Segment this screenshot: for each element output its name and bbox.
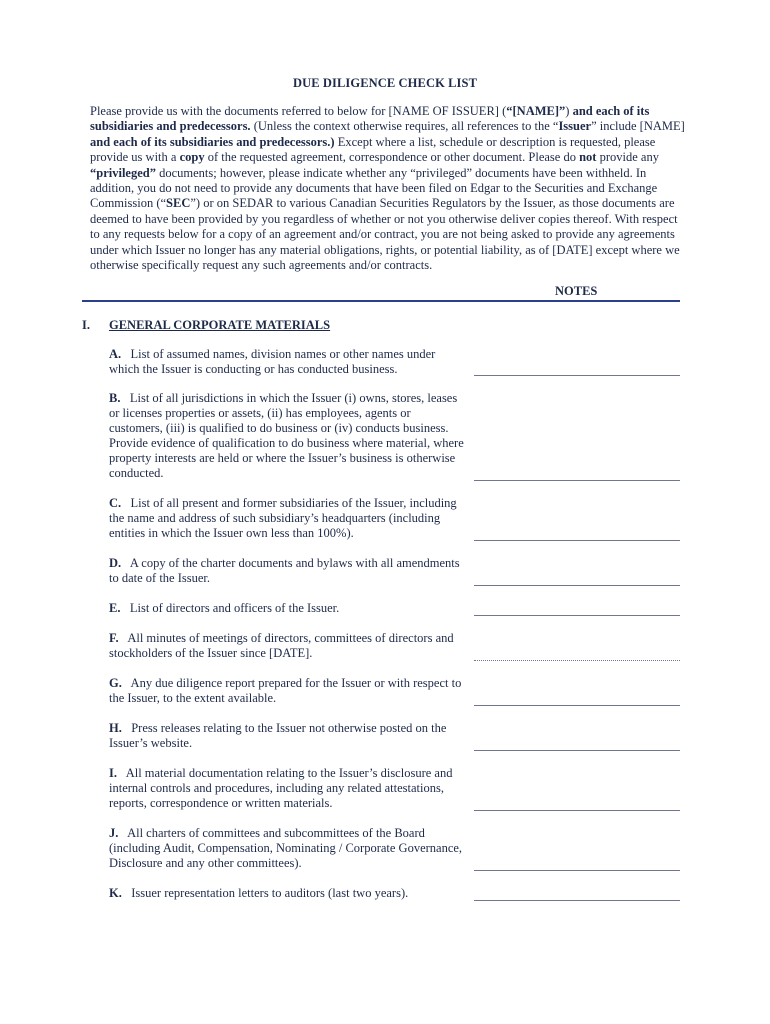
intro-emphasis: not: [579, 150, 597, 165]
document-title: DUE DILIGENCE CHECK LIST: [292, 76, 478, 90]
intro-paragraph: [90, 104, 690, 273]
item-text: List of directors and officers of the Issuer.: [129, 601, 340, 615]
notes-line[interactable]: [474, 615, 680, 616]
item-text: List of all jurisdictions in which the Issuer (i) owns, stores, leases or licenses properties or assets, (ii) has employees, agents or customers, (iii) is qualified to do business or (iv) conducts business. Provide evidence of qualification to do business where material, where property interests are held or where the Issuer’s business is otherwise conducted.: [109, 391, 464, 480]
item-text: A copy of the charter documents and bylaws with all amendments to date of the Issuer.: [109, 556, 460, 585]
intro-text: (Unless the context otherwise requires, all references to the “: [250, 119, 559, 134]
item-letter: H.: [109, 721, 122, 735]
item-text: List of all present and former subsidiaries of the Issuer, including the name and address of such subsidiary’s headquarters (including entities in which the Issuer own less than 100%).: [109, 496, 457, 540]
intro-text: of the requested agreement, correspondence or other document. Please do: [204, 150, 580, 165]
section-number: I.: [82, 318, 90, 332]
checklist-item-h: [109, 721, 465, 751]
notes-line[interactable]: [474, 810, 680, 811]
notes-line[interactable]: [474, 705, 680, 706]
checklist-item-d: [109, 556, 465, 586]
notes-line[interactable]: [474, 540, 680, 541]
intro-text: provide any: [596, 150, 659, 165]
item-text: Issuer representation letters to auditors (last two years).: [131, 886, 409, 900]
checklist-item-j: [109, 826, 465, 871]
notes-line[interactable]: [474, 900, 680, 901]
checklist-item-k: [109, 886, 465, 901]
item-letter: A.: [109, 347, 122, 361]
item-letter: F.: [109, 631, 119, 645]
item-text: Any due diligence report prepared for the Issuer or with respect to the Issuer, to the extent available.: [109, 676, 462, 705]
intro-emphasis: and each of its subsidiaries and predecessors.): [90, 134, 335, 149]
item-letter: B.: [109, 391, 121, 405]
notes-line[interactable]: [474, 870, 680, 871]
checklist-item-a: [109, 347, 465, 377]
checklist-item-i: [109, 766, 465, 811]
item-letter: G.: [109, 676, 122, 690]
section-title: GENERAL CORPORATE MATERIALS: [109, 318, 331, 332]
intro-emphasis: “[NAME]”: [506, 104, 566, 118]
item-letter: C.: [109, 496, 122, 510]
item-letter: D.: [109, 556, 122, 570]
item-text: All material documentation relating to the Issuer’s disclosure and internal controls and procedures, including any related attestations, reports, correspondence or written materials.: [109, 766, 453, 810]
intro-text: documents; however, please indicate whether any “privileged” documents have been withheld. In addition, you do not need to provide any documents that have been filed on Edgar to the Securities and Exchange Commission (“: [90, 165, 658, 211]
intro-emphasis: “privileged”: [90, 165, 156, 180]
intro-text: ): [565, 104, 573, 118]
notes-line[interactable]: [474, 750, 680, 751]
intro-text: ” include [NAME]: [591, 119, 685, 134]
checklist-item-g: [109, 676, 465, 706]
checklist-item-b: [109, 391, 465, 481]
item-letter: J.: [109, 826, 119, 840]
item-letter: I.: [109, 766, 117, 780]
notes-line[interactable]: [474, 660, 680, 661]
item-text: List of assumed names, division names or other names under which the Issuer is conducting or has conducted business.: [109, 347, 436, 376]
checklist-item-f: [109, 631, 465, 661]
notes-line[interactable]: [474, 480, 680, 481]
intro-emphasis: and each of its subsidiaries and predecessors.: [90, 104, 650, 134]
intro-emphasis: copy: [179, 150, 205, 165]
intro-emphasis: SEC: [166, 196, 191, 211]
intro-emphasis: Issuer: [558, 119, 592, 134]
item-text: Press releases relating to the Issuer not otherwise posted on the Issuer’s website.: [109, 721, 447, 750]
intro-text: Except where a list, schedule or description is requested, please provide us with a: [90, 134, 656, 165]
item-letter: K.: [109, 886, 122, 900]
item-text: All charters of committees and subcommittees of the Board (including Audit, Compensation, Nominating / Corporate Governance, Disclosure and any other committees).: [109, 826, 463, 870]
item-text: All minutes of meetings of directors, committees of directors and stockholders of the Issuer since [DATE].: [109, 631, 454, 660]
header-divider: [82, 300, 680, 302]
notes-line[interactable]: [474, 585, 680, 586]
notes-header: NOTES: [555, 284, 598, 298]
item-letter: E.: [109, 601, 121, 615]
checklist-item-e: [109, 601, 465, 616]
notes-line[interactable]: [474, 375, 680, 376]
checklist-item-c: [109, 496, 465, 541]
intro-text: ”) or on SEDAR to various Canadian Securities Regulators by the Issuer, as those documents are deemed to have been provided by you regardless of whether or not you otherwise deliver copies thereof. With respect to any requests below for a copy of an agreement and/or contract, you are not being asked to provide any agreements under which Issuer no longer has any material obligations, rights, or potential liability, as of [DATE] except where we otherwise specifically request any such agreements and/or contracts.: [90, 196, 680, 273]
intro-text: Please provide us with the documents referred to below for [NAME OF ISSUER] (: [90, 104, 507, 118]
